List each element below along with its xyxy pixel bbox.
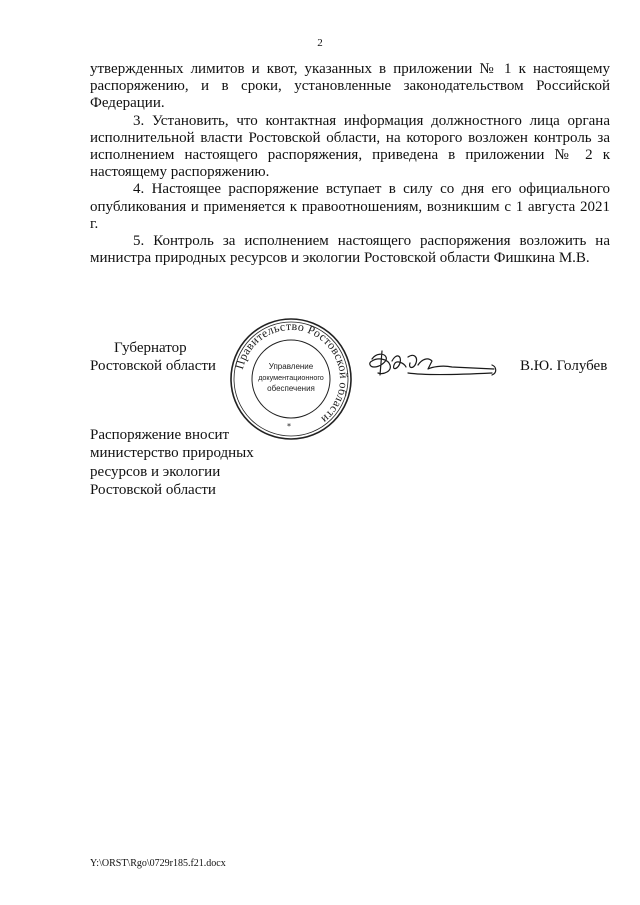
submitter-line: министерство природных [90,445,254,462]
seal-outer-text: Правительство Ростовской области [232,318,352,427]
paragraph-3: 3. Установить, что контактная информация должностного лица органа исполнительной власти Ростовской области, на которого возложен контроль за исполнением настоящего распоряжения, приведена в приложении № 2 к настоящему распоряжению. [90,112,610,181]
paragraph-5: 5. Контроль за исполнением настоящего распоряжения возложить на министра природных ресурсов и экологии Ростовской области Фишкина М.В. [90,233,610,267]
document-body [90,61,610,267]
seal-star-icon: * [287,422,291,431]
submitter-line: Распоряжение вносит [90,427,230,443]
paragraph-continuation: утвержденных лимитов и квот, указанных в приложении № 1 к настоящему распоряжению, и в сроки, установленные законодательством Российской Федерации. [90,61,610,112]
page-number: 2 [317,37,323,49]
submitter-note [90,426,254,500]
submitter-line: Ростовской области [90,482,216,499]
seal-inner-line3: обеспечения [267,384,315,393]
paragraph-4: 4. Настоящее распоряжение вступает в силу со дня его официального опубликования и применяется к правоотношениям, возникшим с 1 августа 2021 г. [90,181,610,232]
signatory-title-line1: Губернатор [114,340,187,356]
signatory-title-line2: Ростовской области [90,357,216,374]
seal-inner-line1: Управление [268,362,314,371]
seal-inner-line2: документационного [258,373,324,382]
file-path-footer: Y:\ORST\Rgo\0729r185.f21.docx [90,858,226,869]
signer-name: В.Ю. Голубев [520,358,608,374]
handwritten-signature [362,345,502,385]
official-seal [229,317,353,441]
signatory-title [90,340,216,375]
submitter-line: ресурсов и экологии [90,463,221,480]
